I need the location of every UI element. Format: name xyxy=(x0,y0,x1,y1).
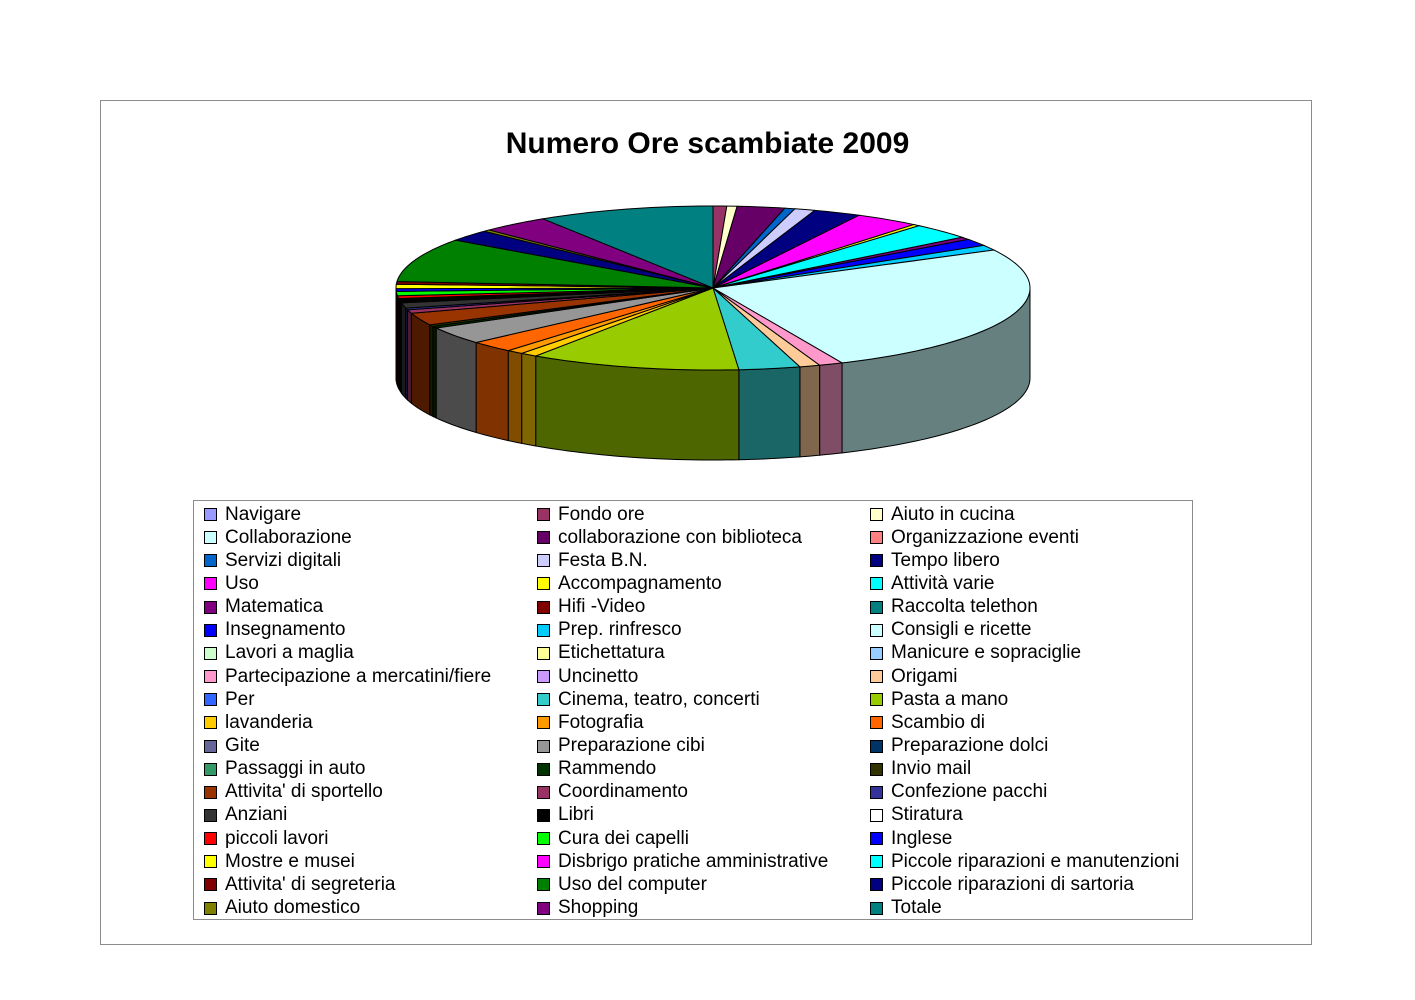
legend-item-attivit-varie xyxy=(870,572,994,595)
legend-label: Hifi -Video xyxy=(558,596,646,618)
legend-swatch xyxy=(204,577,217,590)
legend-swatch xyxy=(537,624,550,637)
legend-label: Stiratura xyxy=(891,804,963,826)
legend-label: Disbrigo pratiche amministrative xyxy=(558,850,829,872)
legend-item-uncinetto xyxy=(537,665,638,688)
legend-swatch xyxy=(537,740,550,753)
legend-label: Confezione pacchi xyxy=(891,781,1048,803)
legend-label: Preparazione cibi xyxy=(558,735,705,756)
legend-label: Consigli e ricette xyxy=(891,619,1032,641)
legend-swatch xyxy=(870,693,883,706)
legend-item-aiuto-domestico xyxy=(204,897,360,920)
legend-item-lavori-a-maglia xyxy=(204,642,354,665)
legend-swatch xyxy=(870,855,883,868)
legend-swatch xyxy=(204,670,217,683)
legend-swatch xyxy=(537,601,550,614)
legend-swatch xyxy=(537,693,550,706)
legend-item-uso xyxy=(204,572,259,595)
legend-item-scambio-di xyxy=(870,711,985,734)
legend-label: Anziani xyxy=(225,804,288,826)
legend-item-piccole-riparazioni-e-manutenzioni xyxy=(870,850,1179,873)
legend-item-manicure-e-sopraciglie xyxy=(870,642,1081,665)
legend-item-festa-b-n xyxy=(537,549,648,572)
legend-swatch xyxy=(537,508,550,521)
legend-label: Coordinamento xyxy=(558,781,688,803)
legend-label: Insegnamento xyxy=(225,619,346,641)
legend-swatch xyxy=(204,832,217,845)
legend-label: Aiuto in cucina xyxy=(891,503,1015,525)
legend-label: Shopping xyxy=(558,897,639,919)
legend-swatch xyxy=(537,855,550,868)
legend-swatch xyxy=(537,763,550,776)
legend-swatch xyxy=(537,786,550,799)
legend-item-mostre-e-musei xyxy=(204,850,355,873)
legend-item-totale xyxy=(870,897,942,920)
slice-coordinamento-side xyxy=(407,310,411,403)
legend-swatch xyxy=(204,508,217,521)
legend-label: Accompagnamento xyxy=(558,572,722,594)
legend-item-collaborazione xyxy=(204,526,352,549)
legend-swatch xyxy=(204,763,217,776)
legend-item-partecipazione-a-mercatini-fiere xyxy=(204,665,491,688)
legend-item-insegnamento xyxy=(204,619,345,642)
legend-label: Aiuto domestico xyxy=(225,897,361,919)
slice-pasta-a-mano-side xyxy=(536,356,739,460)
slice-fotografia-side xyxy=(508,351,521,444)
legend-label: Attività varie xyxy=(891,572,995,594)
legend-item-organizzazione-eventi xyxy=(870,526,1079,549)
legend xyxy=(193,500,1193,920)
legend-swatch xyxy=(870,554,883,567)
legend-item-cura-dei-capelli xyxy=(537,827,689,850)
legend-item-libri xyxy=(537,804,594,827)
legend-label: collaborazione con biblioteca xyxy=(558,526,802,548)
legend-item-piccole-riparazioni-di-sartoria xyxy=(870,873,1134,896)
legend-label: Matematica xyxy=(225,596,324,618)
legend-label: Origami xyxy=(891,665,958,687)
legend-label: Uso del computer xyxy=(558,873,707,895)
legend-item-attivita-di-segreteria xyxy=(204,873,395,896)
legend-item-gite xyxy=(204,735,260,758)
legend-label: Gite xyxy=(225,735,260,756)
legend-swatch xyxy=(204,693,217,706)
legend-swatch xyxy=(204,601,217,614)
legend-item-tempo-libero xyxy=(870,549,1000,572)
legend-item-hifi-video xyxy=(537,596,645,619)
legend-swatch xyxy=(204,554,217,567)
slice-lavanderia-side xyxy=(522,353,536,446)
legend-item-invio-mail xyxy=(870,758,971,781)
legend-swatch xyxy=(870,832,883,845)
pie-top xyxy=(396,206,1030,370)
slice-attivita-di-sportello-side xyxy=(411,313,429,415)
legend-label: Pasta a mano xyxy=(891,688,1009,710)
legend-swatch xyxy=(537,878,550,891)
legend-swatch xyxy=(870,531,883,544)
legend-label: Partecipazione a mercatini/fiere xyxy=(225,665,492,687)
legend-item-fotografia xyxy=(537,711,644,734)
legend-swatch xyxy=(870,740,883,753)
legend-label: Tempo libero xyxy=(891,549,1000,571)
legend-swatch xyxy=(537,716,550,729)
legend-item-coordinamento xyxy=(537,781,688,804)
legend-item-servizi-digitali xyxy=(204,549,341,572)
legend-swatch xyxy=(537,902,550,915)
legend-item-matematica xyxy=(204,596,323,619)
legend-label: Scambio di xyxy=(891,711,985,733)
legend-item-stiratura xyxy=(870,804,963,827)
legend-label: Manicure e sopraciglie xyxy=(891,642,1082,664)
legend-item-confezione-pacchi xyxy=(870,781,1047,804)
legend-swatch xyxy=(537,577,550,590)
legend-swatch xyxy=(870,763,883,776)
legend-label: Attivita' di segreteria xyxy=(225,873,396,895)
legend-item-pasta-a-mano xyxy=(870,688,1008,711)
slice-origami-side xyxy=(800,365,820,457)
legend-label: piccoli lavori xyxy=(225,827,329,849)
legend-item-preparazione-cibi xyxy=(537,735,705,758)
legend-swatch xyxy=(537,647,550,660)
legend-swatch xyxy=(870,902,883,915)
legend-item-aiuto-in-cucina xyxy=(870,503,1015,526)
legend-item-origami xyxy=(870,665,958,688)
legend-label: Piccole riparazioni di sartoria xyxy=(891,873,1134,895)
legend-swatch xyxy=(204,855,217,868)
legend-item-rammendo xyxy=(537,758,656,781)
legend-label: Festa B.N. xyxy=(558,549,648,571)
legend-label: Libri xyxy=(558,804,594,826)
legend-item-passaggi-in-auto xyxy=(204,758,366,781)
legend-swatch xyxy=(204,878,217,891)
legend-swatch xyxy=(870,577,883,590)
legend-swatch xyxy=(537,832,550,845)
legend-label: Preparazione dolci xyxy=(891,735,1049,756)
legend-swatch xyxy=(537,554,550,567)
legend-swatch xyxy=(870,809,883,822)
chart-title: Numero Ore scambiate 2009 xyxy=(505,127,910,160)
legend-item-inglese xyxy=(870,827,952,850)
legend-item-per xyxy=(204,688,255,711)
legend-item-attivita-di-sportello xyxy=(204,781,383,804)
legend-swatch xyxy=(870,601,883,614)
legend-label: Invio mail xyxy=(891,758,972,780)
legend-label: Raccolta telethon xyxy=(891,596,1038,618)
legend-swatch xyxy=(870,878,883,891)
legend-swatch xyxy=(204,902,217,915)
legend-item-raccolta-telethon xyxy=(870,596,1038,619)
slice-anziani-side xyxy=(401,303,405,398)
slice-scambio-di-side xyxy=(476,342,508,440)
legend-swatch xyxy=(537,809,550,822)
legend-item-piccoli-lavori xyxy=(204,827,328,850)
legend-label: Passaggi in auto xyxy=(225,758,366,780)
legend-item-collaborazione-con-biblioteca xyxy=(537,526,802,549)
legend-swatch xyxy=(204,809,217,822)
legend-label: Uso xyxy=(225,572,259,594)
legend-label: Etichettatura xyxy=(558,642,665,664)
legend-label: Lavori a maglia xyxy=(225,642,354,664)
legend-swatch xyxy=(537,670,550,683)
legend-item-consigli-e-ricette xyxy=(870,619,1031,642)
legend-swatch xyxy=(204,786,217,799)
legend-swatch xyxy=(870,786,883,799)
legend-item-navigare xyxy=(204,503,301,526)
legend-label: Totale xyxy=(891,897,942,919)
slice-preparazione-cibi-side xyxy=(436,328,476,433)
legend-swatch xyxy=(204,531,217,544)
legend-swatch xyxy=(204,624,217,637)
legend-label: Uncinetto xyxy=(558,665,639,687)
legend-item-anziani xyxy=(204,804,287,827)
legend-label: Navigare xyxy=(225,503,302,525)
legend-label: lavanderia xyxy=(225,711,313,733)
slice-cinema-teatro-concerti-side xyxy=(739,367,800,460)
legend-label: Attivita' di sportello xyxy=(225,781,383,803)
legend-label: Piccole riparazioni e manutenzioni xyxy=(891,850,1180,872)
legend-label: Prep. rinfresco xyxy=(558,619,682,641)
legend-item-lavanderia xyxy=(204,711,313,734)
slice-partecipazione-a-mercatini-fiere-side xyxy=(820,363,842,455)
legend-swatch xyxy=(870,647,883,660)
legend-item-disbrigo-pratiche-amministrative xyxy=(537,850,828,873)
legend-item-accompagnamento xyxy=(537,572,722,595)
legend-swatch xyxy=(870,508,883,521)
legend-label: Inglese xyxy=(891,827,953,849)
legend-label: Servizi digitali xyxy=(225,549,342,571)
legend-label: Fondo ore xyxy=(558,503,645,525)
legend-item-preparazione-dolci xyxy=(870,735,1048,758)
legend-label: Mostre e musei xyxy=(225,850,355,872)
legend-swatch xyxy=(870,624,883,637)
legend-swatch xyxy=(537,531,550,544)
legend-label: Rammendo xyxy=(558,758,657,780)
legend-swatch xyxy=(870,716,883,729)
legend-item-cinema-teatro-concerti xyxy=(537,688,760,711)
legend-item-fondo-ore xyxy=(537,503,645,526)
legend-label: Organizzazione eventi xyxy=(891,526,1079,548)
legend-label: Fotografia xyxy=(558,711,644,733)
legend-item-etichettatura xyxy=(537,642,665,665)
legend-label: Collaborazione xyxy=(225,526,352,548)
legend-label: Cinema, teatro, concerti xyxy=(558,688,760,710)
legend-item-shopping xyxy=(537,897,638,920)
legend-swatch xyxy=(204,716,217,729)
legend-swatch xyxy=(204,740,217,753)
legend-swatch xyxy=(870,670,883,683)
legend-swatch xyxy=(204,647,217,660)
legend-item-prep-rinfresco xyxy=(537,619,682,642)
legend-item-uso-del-computer xyxy=(537,873,707,896)
legend-label: Cura dei capelli xyxy=(558,827,689,849)
legend-label: Per xyxy=(225,688,255,710)
